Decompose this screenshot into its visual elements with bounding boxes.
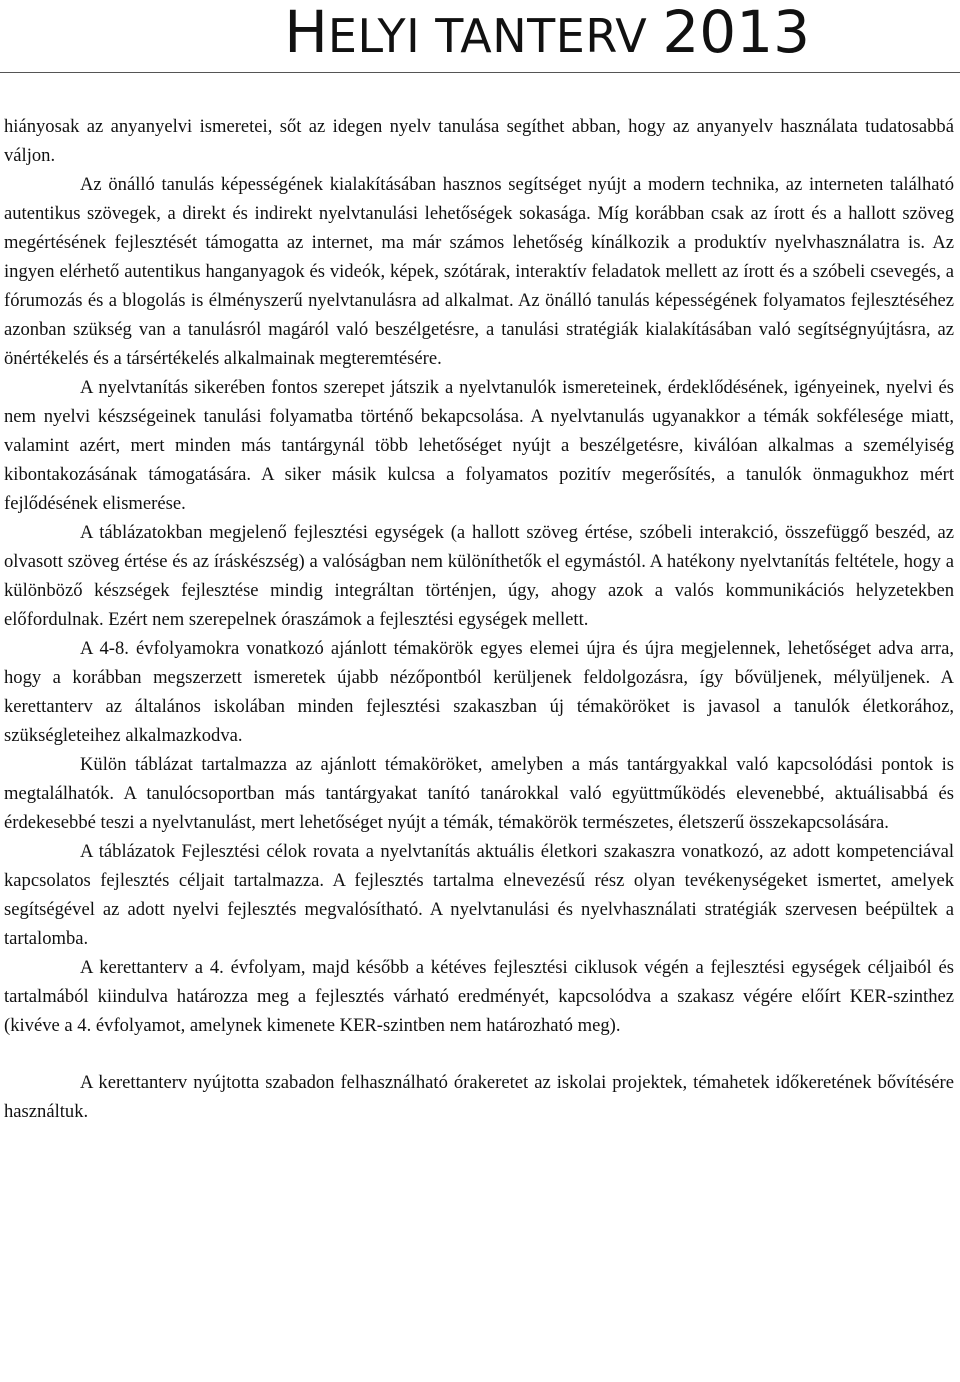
header-title-initial: H [284,0,328,66]
paragraph-6: Külön táblázat tartalmazza az ajánlott témaköröket, amelyben a más tantárgyakkal való kapcsolódási pontok is megtalálhatók. A tanulócsoportban más tantárgyakat tanító tanárokkal való együttműködés elevenebbé, aktuálisabbá és érdekesebbé teszi a nyelvtanulást, mert lehetőséget nyújt a témák, témakörök természetes, életszerű összekapcsolására. [4,754,954,833]
paragraph-1: hiányosak az anyanyelvi ismeretei, sőt az idegen nyelv tanulása segíthet abban, hogy az anyanyelv használata tudatosabbá váljon. [4,116,954,166]
paragraph-3: A nyelvtanítás sikerében fontos szerepet játszik a nyelvtanulók ismereteinek, érdeklődésének, igényeinek, nyelvi és nem nyelvi készségeinek tanulási folyamatba történő bekapcsolása. A nyelvtanulás ugyanakkor a témák sokfélesége miatt, valamint azért, mert minden más tantárgynál több lehetőséget nyújt a beszélgetésre, kiválóan alkalmas a személyiség kibontakozásának támogatására. A siker másik kulcsa a folyamatos pozitív megerősítés, a tanulók önmagukhoz mért fejlődésének elismerése. [4,377,954,514]
paragraph-4: A táblázatokban megjelenő fejlesztési egységek (a hallott szöveg értése, szóbeli interakció, összefüggő beszéd, az olvasott szöveg értése és az íráskészség) a valóságban nem különíthetők el egymástól. A hatékony nyelvtanítás feltétele, hogy a különböző készségek fejlesztése mindig integráltan történjen, úgy, ahogy azok a valós kommunikációs helyzetekben előfordulnak. Ezért nem szerepelnek óraszámok a fejlesztési egységek mellett. [4,522,954,630]
header-title-text: ELYI TANTERV [327,9,663,63]
header-divider [0,72,960,73]
paragraph-2: Az önálló tanulás képességének kialakításában hasznos segítséget nyújt a modern technika, az interneten található autentikus szövegek, a direkt és indirekt nyelvtanulási lehetőségek sokasága. Míg korábban csak az írott és a hallott szöveg megértésének fejlesztését támogatta az internet, ma már számos lehetőség kínálkozik a produktív nyelvhasználatra is. Az ingyen elérhető autentikus hanganyagok és videók, képek, szótárak, interaktív feladatok mellett az írott és a szóbeli csevegés, a fórumozás és a blogolás is élményszerű nyelvtanulásra ad alkalmat. Az önálló tanulás képességének folyamatos fejlesztéséhez azonban szükség van a tanulásról magáról való beszélgetésre, a tanulási stratégiák kialakításában való segítségnyújtásra, az önértékelés és a társértékelés alkalmainak megteremtésére. [4,174,954,369]
paragraph-5: A 4-8. évfolyamokra vonatkozó ajánlott témakörök egyes elemei újra és újra megjelennek, lehetőséget adva arra, hogy a korábban megszerzett ismeretek újabb nézőpontból kerüljenek feldolgozásra, így bővüljenek, mélyüljenek. A kerettanterv az általános iskolában minden fejlesztési szakaszban új témaköröket is javasol a tanulók életkorához, szükségleteihez alkalmazkodva. [4,638,954,746]
paragraph-7: A táblázatok Fejlesztési célok rovata a nyelvtanítás aktuális életkori szakaszra vonatkozó, az adott kompetenciával kapcsolatos fejlesztés céljait tartalmazza. A fejlesztés tartalma elnevezésű rész olyan tevékenységeket ismertet, amelyek segítségével az adott nyelvi fejlesztés megvalósítható. A nyelvtanulási és nyelvhasználati stratégiák szervesen beépültek a tartalomba. [4,841,954,949]
document-body [4,112,954,1126]
page-header-title [284,0,810,79]
header-title-year: 2013 [662,0,810,66]
paragraph-9: A kerettanterv nyújtotta szabadon felhasználható órakeretet az iskolai projektek, témahetek időkeretének bővítésére használtuk. [4,1072,954,1122]
paragraph-8: A kerettanterv a 4. évfolyam, majd később a kétéves fejlesztési ciklusok végén a fejlesztési egységek céljaiból és tartalmából kiindulva határozza meg a fejlesztés várható eredményét, kapcsolódva a szakasz végére előírt KER-szinthez (kivéve a 4. évfolyamot, amelynek kimenete KER-szintben nem határozható meg). [4,957,954,1036]
